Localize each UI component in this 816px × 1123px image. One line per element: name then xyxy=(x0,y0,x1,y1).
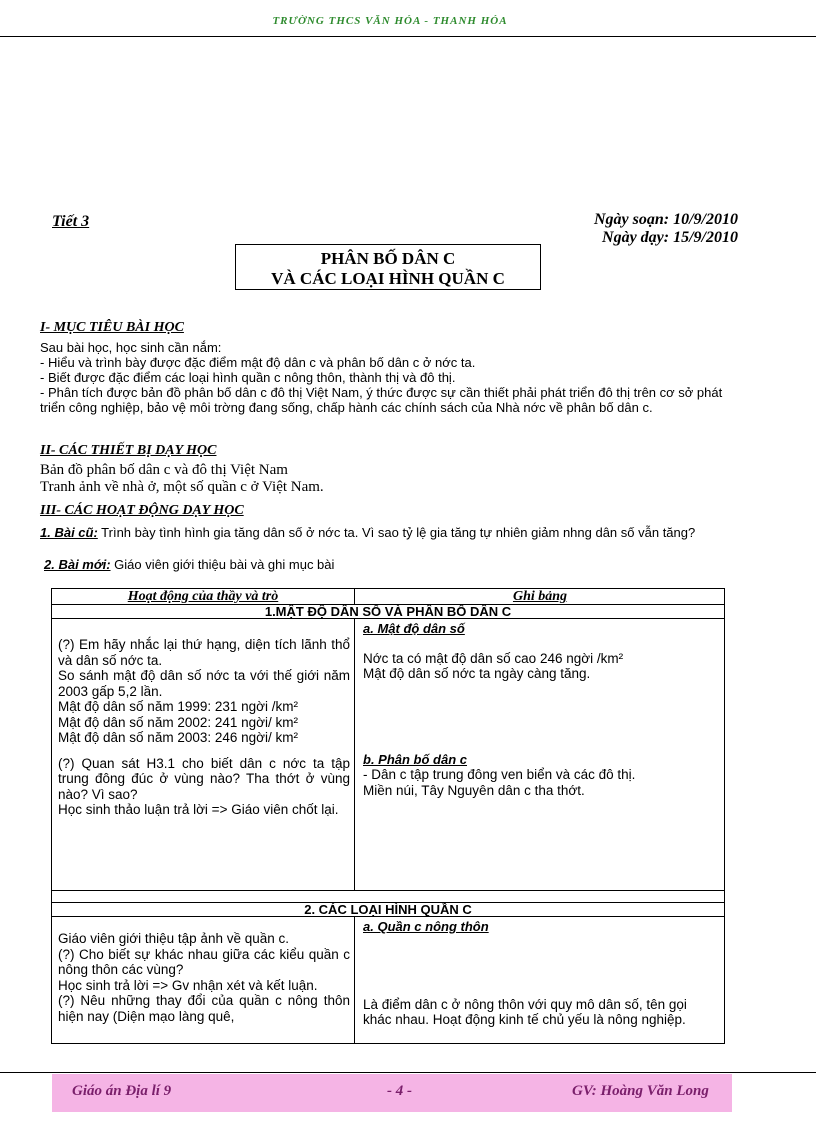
note-item: Miền núi, Tây Nguyên dân c tha thớt. xyxy=(363,782,585,798)
objective-item: - Phân tích được bản đồ phân bố dân c đô thị Việt Nam, ý thức được sự cần thiết phải phát triển đô thị trên cơ sở phát triển công nghiệp, bảo vệ môi trờng đang sống, chấp hành các chính sách của Nhà nớc về phân bố dân c. xyxy=(40,385,723,415)
activity-item: (?) Em hãy nhắc lại thứ hạng, diện tích lãnh thổ và dân số nớc ta. xyxy=(58,637,350,668)
activity-item: Giáo viên giới thiệu tập ảnh về quần c. xyxy=(58,931,290,946)
equipment-heading: II- CÁC THIẾT BỊ DẠY HỌC xyxy=(40,443,217,458)
activity-item: Mật độ dân số năm 1999: 231 ngời /km² xyxy=(58,699,298,714)
equipment-item: Bản đồ phân bố dân c và đô thị Việt Nam xyxy=(40,462,288,478)
new-lesson xyxy=(44,557,744,572)
subheading-rural: a. Quần c nông thôn xyxy=(363,919,489,934)
section1-title: 1.MẬT ĐỘ DÂN SỐ VÀ PHÂN BỐ DÂN C xyxy=(52,605,724,619)
new-lesson-label: 2. Bài mới: xyxy=(44,557,111,572)
objectives-heading: I- MỤC TIÊU BÀI HỌC xyxy=(40,320,184,335)
lesson-dates xyxy=(594,211,738,247)
objective-item: - Hiểu và trình bày được đặc điểm mật độ dân c và phân bố dân c ở nớc ta. xyxy=(40,355,476,370)
activity-item: So sánh mật độ dân số nớc ta với thế giới năm 2003 gấp 5,2 lần. xyxy=(58,668,350,699)
activity-item: Mật độ dân số năm 2003: 246 ngời/ km² xyxy=(58,730,298,745)
old-lesson-text: Trình bày tình hình gia tăng dân số ở nớc ta. Vì sao tỷ lệ gia tăng tự nhiên giảm nhng dân số vẫn tăng? xyxy=(97,525,696,540)
header-title: TRƯỜNG THCS VĂN HÓA - THANH HÓA xyxy=(272,15,508,27)
date-prepared: Ngày soạn: 10/9/2010 xyxy=(594,211,738,228)
objectives-intro: Sau bài học, học sinh cần nắm: xyxy=(40,340,222,355)
activity-item: (?) Quan sát H3.1 cho biết dân c nớc ta tập trung đông đúc ở vùng nào? Tha thớt ở vùng nào? Vì sao? xyxy=(58,755,350,802)
activity-item: Mật độ dân số năm 2002: 241 ngời/ km² xyxy=(58,714,298,730)
note-item: - Dân c tập trung đông ven biển và các đô thị. xyxy=(363,767,636,782)
section2-activities xyxy=(52,917,355,1043)
activity-item: Học sinh thảo luận trả lời => Giáo viên chốt lại. xyxy=(58,802,339,817)
lesson-title-box xyxy=(235,244,541,290)
equipment-item: Tranh ảnh về nhà ở, một số quần c ở Việt Nam. xyxy=(40,479,324,495)
col-header-activities: Hoạt động của thầy và trò xyxy=(52,589,355,605)
new-lesson-text: Giáo viên giới thiệu bài và ghi mục bài xyxy=(110,557,335,572)
subheading-distribution: b. Phân bố dân c xyxy=(363,751,468,767)
activity-item: Học sinh trả lời => Gv nhận xét và kết luận. xyxy=(58,977,318,993)
note-item: Nớc ta có mật độ dân số cao 246 ngời /km² xyxy=(363,650,624,666)
lesson-title-line2: VÀ CÁC LOẠI HÌNH QUẦN C xyxy=(271,269,505,288)
section2-title: 2. CÁC LOẠI HÌNH QUẦN C xyxy=(52,903,724,917)
activity-item: (?) Cho biết sự khác nhau giữa các kiểu quần c nông thôn các vùng? xyxy=(58,946,350,977)
footer-page-number: - 4 - xyxy=(387,1083,412,1099)
col-header-notes: Ghi bảng xyxy=(355,589,725,605)
lesson-number: Tiết 3 xyxy=(52,213,90,230)
old-lesson-label: 1. Bài cũ: xyxy=(40,525,98,540)
section1-activities xyxy=(52,619,355,891)
section2-notes xyxy=(355,917,724,1043)
activity-item: (?) Nêu những thay đổi của quần c nông thôn hiện nay (Diện mạo làng quê, xyxy=(58,993,350,1024)
footer-course: Giáo án Địa lí 9 xyxy=(72,1083,172,1099)
footer-teacher: GV: Hoàng Văn Long xyxy=(572,1083,709,1099)
note-item: Mật độ dân số nớc ta ngày càng tăng. xyxy=(363,666,591,681)
activities-heading: III- CÁC HOẠT ĐỘNG DẠY HỌC xyxy=(40,503,244,518)
equipment-body xyxy=(40,462,740,496)
footer-bar xyxy=(52,1074,732,1112)
lesson-title-line1: PHÂN BỐ DÂN C xyxy=(320,249,456,268)
lesson-table xyxy=(51,588,725,1044)
subheading-density: a. Mật độ dân số xyxy=(363,621,465,636)
objective-item: - Biết được đặc điểm các loại hình quần c nông thôn, thành thị và đô thị. xyxy=(40,370,456,385)
old-lesson xyxy=(40,525,730,540)
section1-notes xyxy=(355,619,724,891)
date-taught: Ngày dạy: 15/9/2010 xyxy=(602,229,738,246)
note-item: Là điểm dân c ở nông thôn với quy mô dân số, tên gọi khác nhau. Hoạt động kinh tế chủ yếu là nông nghiệp. xyxy=(363,996,687,1027)
footer-divider xyxy=(0,1072,816,1073)
objectives-body xyxy=(40,340,740,415)
header-divider xyxy=(0,36,816,37)
